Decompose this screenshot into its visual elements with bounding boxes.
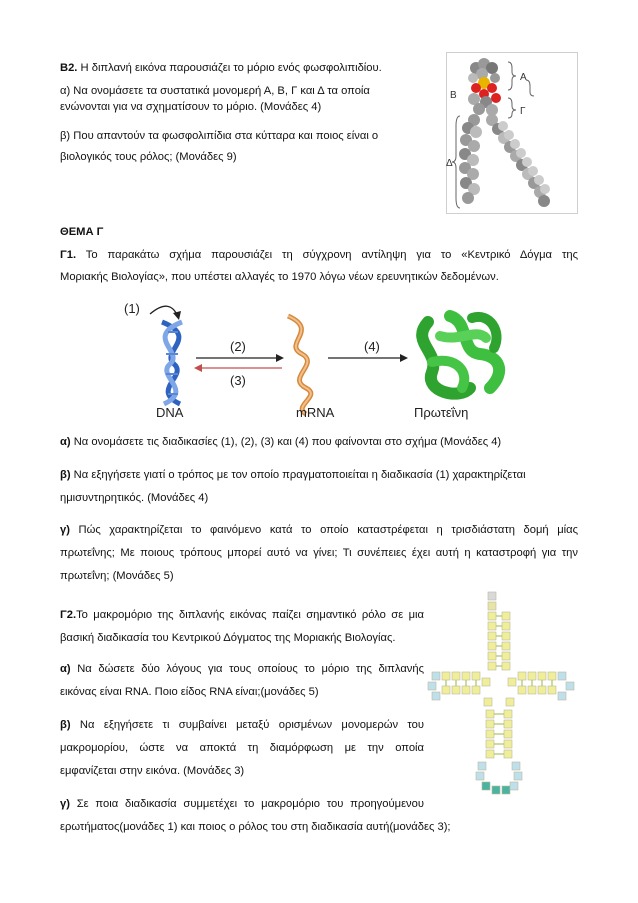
g2-question-b-line3: εμφανίζεται στην εικόνα. (Μονάδες 3) bbox=[60, 765, 245, 777]
label-g: Γ bbox=[520, 106, 526, 117]
g1-question-g-line1: γ) Πώς χαρακτηρίζεται το φαινόμενο κατά το οποίο καταστρέφεται η τρισδιάστατη δομή μίας bbox=[60, 524, 578, 536]
b2-intro: Β2. Η διπλανή εικόνα παρουσιάζει το μόριο ενός φωσφολιπιδίου. bbox=[60, 62, 382, 74]
reverse-transcription-arrowhead bbox=[194, 364, 202, 372]
label-process-3: (3) bbox=[230, 373, 246, 388]
g2-line2: βασική διαδικασία του Κεντρικού Δόγματος της Μοριακής Βιολογίας. bbox=[60, 632, 396, 644]
g1-question-a: α) Να ονομάσετε τις διαδικασίες (1), (2), (3) και (4) που φαίνονται στο σχήμα (Μονάδες 4) bbox=[60, 436, 502, 448]
mrna-label: mRNA bbox=[296, 405, 335, 420]
g1-question-g-line3: πρωτεΐνη; (Μονάδες 5) bbox=[60, 570, 174, 582]
b2-question-b-line1: β) Που απαντούν τα φωσφολιπίδια στα κύτταρα και ποιος είναι ο bbox=[60, 130, 379, 142]
g2-line1: Γ2.Το μακρομόριο της διπλανής εικόνας παίζει σημαντικό ρόλο σε μια bbox=[60, 609, 424, 621]
g1-heading: Γ1. bbox=[60, 249, 77, 261]
section-title: ΘΕΜΑ Γ bbox=[60, 226, 104, 238]
dna-label: DNA bbox=[156, 405, 184, 420]
g2-question-g-line1: γ) Σε ποια διαδικασία συμμετέχει το μακρομόριο του προηγούμενου bbox=[60, 798, 424, 810]
label-a: Α bbox=[520, 72, 527, 83]
g2-question-a-line2: εικόνας είναι RNA. Ποιο είδος RNA είναι;(μονάδες 5) bbox=[60, 686, 319, 698]
g1-question-b-line2: ημισυντηρητικός. (Μονάδες 4) bbox=[60, 492, 209, 504]
g1-line1: Γ1. Το παρακάτω σχήμα παρουσιάζει τη σύγχρονη αντίληψη για το «Κεντρικό Δόγμα της bbox=[60, 249, 578, 261]
b2-question-a-line2: ενώνονται για να σχηματίσουν το μόριο. (Μονάδες 4) bbox=[60, 101, 322, 113]
b2-heading: Β2. bbox=[60, 62, 78, 74]
central-dogma-diagram bbox=[110, 292, 530, 422]
replication-arrowhead bbox=[173, 311, 181, 320]
g1-question-g-line2: πρωτεΐνης; Με ποιους τρόπους μπορεί αυτό να γίνει; Τι συνέπειες έχει αυτή η καταστροφή για την bbox=[60, 547, 578, 559]
trna-figure bbox=[428, 590, 578, 812]
g1-question-b-line1: β) Να εξηγήσετε γιατί ο τρόπος με τον οποίο πραγματοποιείται η διαδικασία (1) χαρακτηρίζεται bbox=[60, 469, 526, 481]
transcription-arrowhead bbox=[276, 354, 284, 362]
dna-helix bbox=[162, 322, 182, 404]
phospholipid-figure bbox=[446, 52, 578, 214]
label-d: Δ bbox=[446, 158, 453, 169]
replication-arrow bbox=[150, 306, 178, 317]
label-process-1: (1) bbox=[124, 301, 140, 316]
label-process-4: (4) bbox=[364, 339, 380, 354]
g2-question-b-line2: μακρομορίου, ώστε να αποκτά τη διαμόρφωση με την οποία bbox=[60, 742, 424, 754]
label-b: Β bbox=[450, 90, 457, 101]
mrna-strand bbox=[288, 316, 311, 414]
g2-question-b-line1: β) Να εξηγήσετε τι συμβαίνει μεταξύ ορισμένων μονομερών του bbox=[60, 719, 424, 731]
b2-question-b-line2: βιολογικός τους ρόλος; (Μονάδες 9) bbox=[60, 151, 237, 163]
g2-question-g-line2: ερωτήματος(μονάδες 1) και ποιος ο ρόλος του στη διαδικασία αυτή(μονάδες 3); bbox=[60, 821, 451, 833]
protein-structure bbox=[422, 316, 499, 394]
protein-label: Πρωτεΐνη bbox=[414, 405, 469, 420]
b2-question-a-line1: α) Να ονομάσετε τα συστατικά μονομερή Α, Β, Γ και Δ τα οποία bbox=[60, 85, 370, 97]
translation-arrowhead bbox=[400, 354, 408, 362]
g1-line2: Μοριακής Βιολογίας», που υπέστει αλλαγές το 1970 λόγω νέων ερευνητικών δεδομένων. bbox=[60, 271, 499, 283]
g2-question-a-line1: α) Να δώσετε δύο λόγους για τους οποίους το μόριο της διπλανής bbox=[60, 663, 424, 675]
label-process-2: (2) bbox=[230, 339, 246, 354]
g2-heading: Γ2. bbox=[60, 609, 77, 621]
